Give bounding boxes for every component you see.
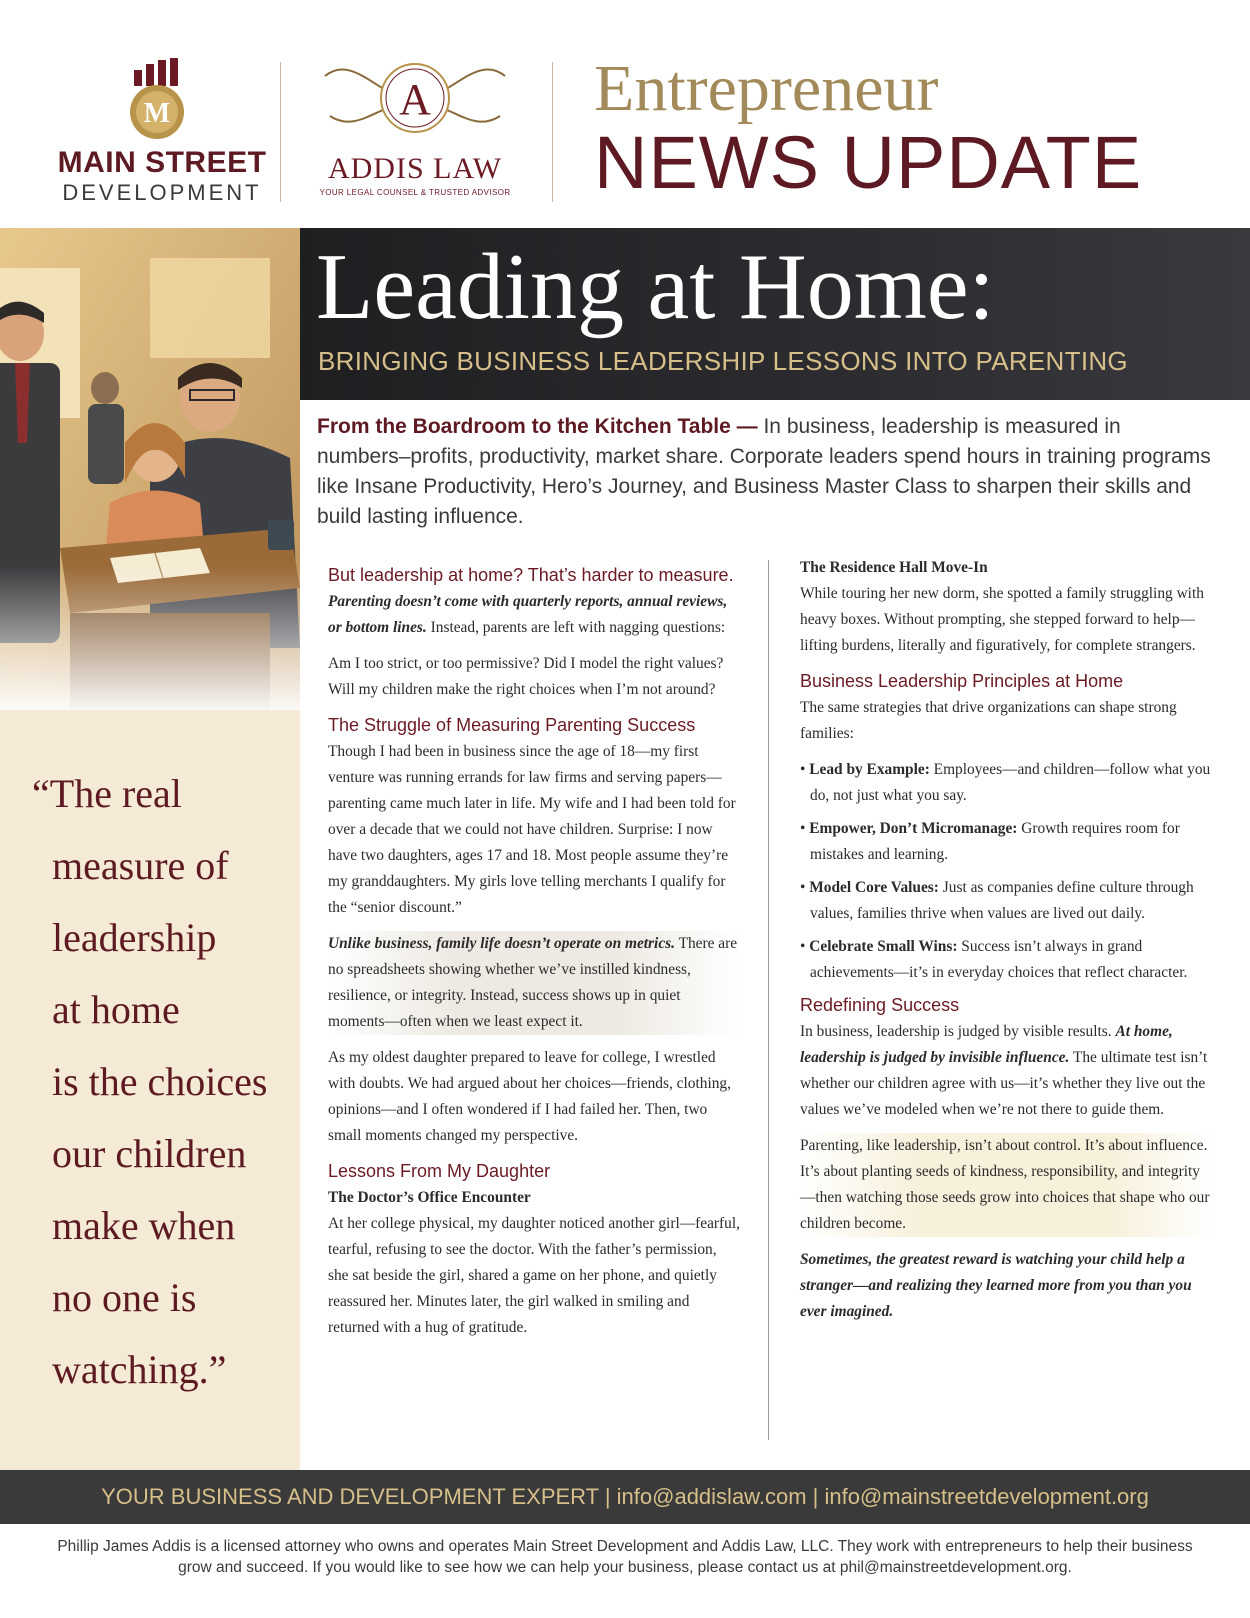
italic-emphasis: Unlike business, family life doesn’t operate on metrics. (328, 935, 675, 952)
svg-text:M: M (143, 98, 171, 129)
addis-law-logo (305, 56, 525, 206)
paragraph: Though I had been in business since the age of 18—my first venture was running errands for law firms and serving papers—parenting came much later in life. My wife and I had been told for over a decade that we could not have children. Surprise: I now have two daughters, ages 17 and 18. Most people assume they’re my granddaughters. My girls love telling merchants I qualify for the “senior discount.” (328, 743, 736, 916)
section-heading: The Struggle of Measuring Parenting Success (328, 715, 696, 735)
principles-list (800, 757, 1212, 986)
left-article-column (328, 563, 740, 1351)
quote-line: measure of (52, 843, 229, 888)
intro-text: In business, leadership is measured in numbers–profits, productivity, market share. Corporate leaders spend hours in training programs like Insane Productivity, Hero’s Journey, and Business Master Class to sharpen their skills and build lasting influence. (317, 415, 1211, 528)
footer-contact-line: YOUR BUSINESS AND DEVELOPMENT EXPERT | info@addislaw.com | info@mainstreetdevelopment.org (101, 1484, 1149, 1509)
article-subtitle: BRINGING BUSINESS LEADERSHIP LESSONS INTO PARENTING (318, 346, 1128, 376)
bullet-text: Growth requires room for mistakes and learning. (810, 820, 1180, 863)
italic-emphasis: At home, leadership is judged by invisible influence. (800, 1023, 1173, 1066)
quote-line: leadership (52, 915, 217, 960)
subsection-heading: The Residence Hall Move-In (800, 559, 988, 576)
bullet-label: Celebrate Small Wins: (809, 938, 958, 955)
list-item: • Empower, Don’t Micromanage: Growth requires room for mistakes and learning. (800, 820, 1180, 863)
footer-disclaimer: Phillip James Addis is a licensed attorney who owns and operates Main Street Development and Addis Law, LLC. They work with entrepreneurs to help their business grow and succeed. If you would like to see how we can help your business, please contact us at phil@mainstreetdevelopment.org. (57, 1538, 1193, 1576)
header-divider-1 (280, 62, 281, 202)
pull-quote (32, 758, 302, 1406)
paragraph: While touring her new dorm, she spotted a family struggling with heavy boxes. Without prompting, she stepped forward to help—lifting burdens, literally and figuratively, for complete strangers. (800, 585, 1204, 654)
paragraph-text: The ultimate test isn’t whether our children agree with us—it’s whether they live out the values we’ve modeled when we’re not there to guide them. (800, 1049, 1208, 1118)
closing-paragraph: Sometimes, the greatest reward is watching your child help a stranger—and realizing they learned more from you than you ever imagined. (800, 1251, 1192, 1320)
list-item: • Celebrate Small Wins: Success isn’t always in grand achievements—it’s in everyday choices that reflect character. (800, 938, 1188, 981)
intro-paragraph (317, 412, 1217, 532)
paragraph-text: In business, leadership is judged by visible results. (800, 1023, 1116, 1040)
quote-line: “The real (32, 771, 182, 816)
paragraph (800, 1019, 1212, 1123)
intro-lead: From the Boardroom to the Kitchen Table — (317, 415, 758, 438)
newsletter-title-entrepreneur: Entrepreneur (594, 52, 939, 125)
bullet-label: Model Core Values: (809, 879, 939, 896)
paragraph: As my oldest daughter prepared to leave for college, I wrestled with doubts. We had argued about her choices—friends, clothing, opinions—and I often wondered if I had failed her. Then, two small moments changed my perspective. (328, 1049, 731, 1144)
bullet-text: Employees—and children—follow what you do, not just what you say. (810, 761, 1211, 804)
paragraph-text: Instead, parents are left with nagging questions: (426, 619, 726, 636)
paragraph: Am I too strict, or too permissive? Did I model the right values? Will my children make the right choices when I’m not around? (328, 655, 724, 698)
bullet-text: Just as companies define culture through values, families thrive when values are lived out daily. (810, 879, 1194, 922)
header (0, 0, 1250, 228)
quote-line: watching.” (52, 1347, 227, 1392)
bullet-text: Success isn’t always in grand achievements—it’s in everyday choices that reflect character. (810, 938, 1188, 981)
header-divider-2 (552, 62, 553, 202)
article-title: Leading at Home: (316, 235, 995, 339)
quote-line: make when (52, 1203, 236, 1248)
addis-logo-tagline: YOUR LEGAL COUNSEL & TRUSTED ADVISOR (319, 188, 511, 197)
main-street-emblem-icon (52, 56, 272, 146)
section-heading: Business Leadership Principles at Home (800, 671, 1124, 691)
father-daughter-homework-illustration (0, 228, 300, 710)
paragraph: The same strategies that drive organizations can shape strong families: (800, 699, 1177, 742)
quote-line: at home (52, 987, 180, 1032)
highlighted-paragraph (328, 931, 740, 1035)
paragraph (328, 589, 740, 641)
hero-illustration (0, 228, 300, 710)
msd-logo-name: MAIN STREET (57, 146, 267, 179)
right-article-column (800, 555, 1212, 1335)
quote-line: our children (52, 1131, 247, 1176)
addis-letter: A (399, 75, 431, 124)
addis-logo-name: ADDIS LAW (327, 152, 503, 185)
footer-bar (0, 1470, 1250, 1524)
quote-line: is the choices (52, 1059, 268, 1104)
pull-quote-panel (0, 710, 300, 1470)
addis-law-emblem-icon (305, 56, 525, 152)
section-heading: Lessons From My Daughter (328, 1161, 551, 1181)
section-heading: But leadership at home? That’s harder to measure. (328, 565, 734, 585)
paragraph: At her college physical, my daughter noticed another girl—fearful, tearful, refusing to see the doctor. With the father’s permission, she sat beside the girl, shared a game on her phone, and quietly reassured her. Minutes later, the girl walked in smiling and returned with a hug of gratitude. (328, 1215, 740, 1336)
quote-line: no one is (52, 1275, 197, 1320)
paragraph-text: There are no spreadsheets showing whether we’ve instilled kindness, resilience, or integrity. Instead, success shows up in quiet moments—often when we least expect it. (328, 935, 738, 1030)
italic-emphasis: Parenting doesn’t come with quarterly reports, annual reviews, or bottom lines. (328, 593, 728, 636)
main-street-development-logo (52, 56, 272, 206)
bullet-label: Empower, Don’t Micromanage: (809, 820, 1018, 837)
subsection-heading: The Doctor’s Office Encounter (328, 1189, 531, 1206)
msd-logo-sub: DEVELOPMENT (62, 180, 262, 205)
bullet-label: Lead by Example: (809, 761, 930, 778)
section-heading: Redefining Success (800, 995, 960, 1015)
highlighted-paragraph: Parenting, like leadership, isn’t about control. It’s about influence. It’s about planting seeds of kindness, responsibility, and integrity—then watching those seeds grow into choices that shape who our children become. (800, 1133, 1212, 1237)
newsletter-title-news-update: NEWS UPDATE (594, 121, 1143, 204)
list-item: • Model Core Values: Just as companies define culture through values, families thrive when values are lived out daily. (800, 879, 1194, 922)
column-divider (768, 560, 769, 1440)
list-item: • Lead by Example: Employees—and children—follow what you do, not just what you say. (800, 761, 1211, 804)
title-banner (300, 228, 1250, 400)
